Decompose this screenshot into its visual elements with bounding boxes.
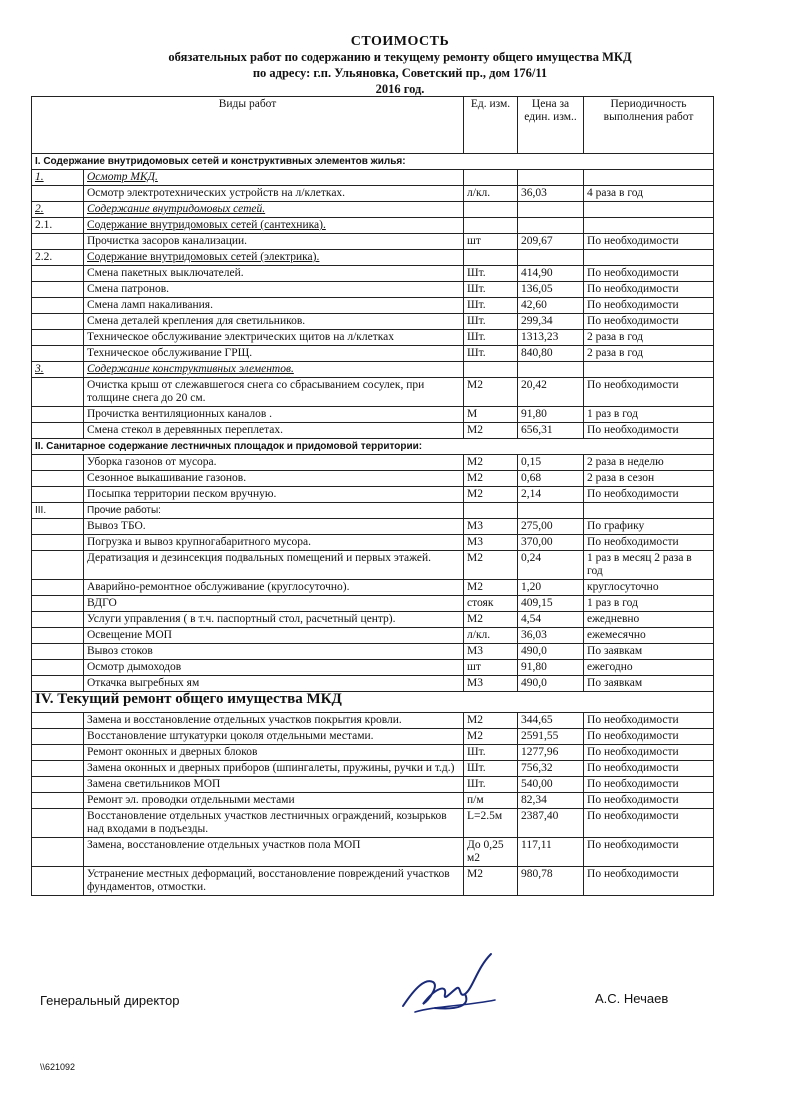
row-price: 980,78 [518,867,584,896]
row-period: 1 раз в год [584,596,714,612]
table-row [32,777,714,793]
row-price: 414,90 [518,266,584,282]
row-work: Освещение МОП [84,628,464,644]
row-work: ВДГО [84,596,464,612]
row-number: 1. [32,170,84,186]
row-period: По необходимости [584,378,714,407]
row-period: По заявкам [584,644,714,660]
table-row [32,628,714,644]
table-row [32,362,714,378]
row-period: По необходимости [584,761,714,777]
row-work: Техническое обслуживание электрических щитов на л/клетках [84,330,464,346]
row-unit: До 0,25 м2 [464,838,518,867]
row-number: 2. [32,202,84,218]
table-row [32,644,714,660]
row-period: По необходимости [584,423,714,439]
row-period: По необходимости [584,745,714,761]
row-work: Уборка газонов от мусора. [84,455,464,471]
table-row [32,346,714,362]
table-row [32,729,714,745]
row-unit: L=2.5м [464,809,518,838]
row-work: Аварийно-ремонтное обслуживание (круглосуточно). [84,580,464,596]
table-row [32,676,714,692]
row-unit: М2 [464,471,518,487]
subsection-heading: Содержание внутридомовых сетей (электрика). [84,250,464,266]
row-period: По заявкам [584,676,714,692]
table-row [32,423,714,439]
table-row [32,503,714,519]
row-price: 42,60 [518,298,584,314]
row-work: Сезонное выкашивание газонов. [84,471,464,487]
row-work: Замена оконных и дверных приборов (шпингалеты, пружины, ручки и т.д.) [84,761,464,777]
row-work: Погрузка и вывоз крупногабаритного мусора. [84,535,464,551]
row-period: 2 раза в неделю [584,455,714,471]
row-number [32,551,84,580]
row-number [32,407,84,423]
row-unit: М2 [464,378,518,407]
row-unit: Шт. [464,282,518,298]
table-row [32,713,714,729]
row-period: По графику [584,519,714,535]
row-period: По необходимости [584,713,714,729]
table-row [32,202,714,218]
row-price: 36,03 [518,628,584,644]
row-period: По необходимости [584,314,714,330]
works-table-body [32,154,714,896]
row-price: 540,00 [518,777,584,793]
row-period [584,218,714,234]
row-price: 136,05 [518,282,584,298]
row-price [518,503,584,519]
row-unit [464,362,518,378]
row-unit: М2 [464,423,518,439]
row-unit: л/кл. [464,186,518,202]
row-unit: М3 [464,535,518,551]
row-work: Восстановление штукатурки цоколя отдельными местами. [84,729,464,745]
row-number [32,729,84,745]
row-price: 0,68 [518,471,584,487]
row-unit: М2 [464,487,518,503]
row-price: 0,15 [518,455,584,471]
subsection-heading: Осмотр МКД. [84,170,464,186]
row-price: 1277,96 [518,745,584,761]
row-number [32,471,84,487]
row-number [32,761,84,777]
table-row [32,314,714,330]
row-number [32,580,84,596]
table-row [32,330,714,346]
row-unit [464,503,518,519]
row-price: 409,15 [518,596,584,612]
table-row [32,867,714,896]
row-period: ежедневно [584,612,714,628]
table-row [32,407,714,423]
row-number [32,777,84,793]
row-work: Смена патронов. [84,282,464,298]
row-number [32,596,84,612]
row-price: 2591,55 [518,729,584,745]
row-work: Замена, восстановление отдельных участков пола МОП [84,838,464,867]
row-unit: Шт. [464,314,518,330]
row-work: Осмотр дымоходов [84,660,464,676]
row-price: 2,14 [518,487,584,503]
row-period: 4 раза в год [584,186,714,202]
table-row [32,793,714,809]
subsection-heading: Содержание внутридомовых сетей (сантехника). [84,218,464,234]
table-row [32,551,714,580]
signatory-position: Генеральный директор [40,993,180,1008]
row-number [32,234,84,250]
row-unit: М3 [464,519,518,535]
col-header-unit: Ед. изм. [464,97,518,154]
table-row [32,692,714,713]
row-work: Дератизация и дезинсекция подвальных помещений и первых этажей. [84,551,464,580]
row-price: 36,03 [518,186,584,202]
section-heading: Прочие работы: [84,503,464,519]
row-number [32,867,84,896]
row-number [32,266,84,282]
row-number [32,346,84,362]
row-price [518,362,584,378]
row-period: По необходимости [584,777,714,793]
row-period: 2 раза в год [584,346,714,362]
row-number [32,644,84,660]
row-unit: л/кл. [464,628,518,644]
table-row [32,218,714,234]
row-unit: п/м [464,793,518,809]
row-work: Замена и восстановление отдельных участков покрытия кровли. [84,713,464,729]
row-number [32,676,84,692]
row-work: Очистка крыш от слежавшегося снега со сбрасыванием сосулек, при толщине снега до 20 см. [84,378,464,407]
row-price: 275,00 [518,519,584,535]
row-period: По необходимости [584,535,714,551]
row-unit: М2 [464,455,518,471]
row-number [32,628,84,644]
row-unit: М2 [464,551,518,580]
row-period: ежемесячно [584,628,714,644]
row-work: Откачка выгребных ям [84,676,464,692]
row-price: 299,34 [518,314,584,330]
row-price: 490,0 [518,676,584,692]
row-period: По необходимости [584,298,714,314]
row-unit: М2 [464,612,518,628]
row-price: 0,24 [518,551,584,580]
row-work: Вывоз ТБО. [84,519,464,535]
row-unit: Шт. [464,761,518,777]
row-number [32,487,84,503]
table-row [32,298,714,314]
table-header-row [32,97,714,154]
row-unit [464,202,518,218]
row-unit: Шт. [464,266,518,282]
row-work: Прочистка засоров канализации. [84,234,464,250]
row-period: 2 раза в год [584,330,714,346]
row-period: По необходимости [584,266,714,282]
row-unit: М2 [464,867,518,896]
row-period: 1 раз в месяц 2 раза в год [584,551,714,580]
row-unit: М2 [464,580,518,596]
row-unit: М2 [464,713,518,729]
row-unit: М3 [464,644,518,660]
row-period: По необходимости [584,809,714,838]
row-period [584,503,714,519]
subsection-heading: Содержание конструктивных элементов. [84,362,464,378]
table-row [32,660,714,676]
row-price: 1,20 [518,580,584,596]
row-price: 656,31 [518,423,584,439]
row-work: Ремонт оконных и дверных блоков [84,745,464,761]
row-period [584,362,714,378]
row-period: По необходимости [584,234,714,250]
row-number [32,330,84,346]
row-work: Смена деталей крепления для светильников. [84,314,464,330]
section-heading: IV. Текущий ремонт общего имущества МКД [32,692,714,713]
row-number [32,809,84,838]
row-price: 1313,23 [518,330,584,346]
row-unit: стояк [464,596,518,612]
row-period: 1 раз в год [584,407,714,423]
row-price: 82,34 [518,793,584,809]
row-number [32,793,84,809]
row-work: Восстановление отдельных участков лестничных ограждений, козырьков над входами в подъезды. [84,809,464,838]
table-row [32,471,714,487]
row-work: Смена ламп накаливания. [84,298,464,314]
table-row [32,745,714,761]
row-unit: шт [464,660,518,676]
document-title: СТОИМОСТЬ [350,34,450,49]
table-row [32,487,714,503]
col-header-price: Цена за един. изм.. [518,97,584,154]
row-price [518,202,584,218]
row-period: круглосуточно [584,580,714,596]
row-price [518,218,584,234]
row-price: 91,80 [518,660,584,676]
table-row [32,154,714,170]
row-unit: М3 [464,676,518,692]
row-unit: М [464,407,518,423]
row-work: Посыпка территории песком вручную. [84,487,464,503]
row-number [32,745,84,761]
row-number [32,186,84,202]
row-price: 344,65 [518,713,584,729]
row-price: 20,42 [518,378,584,407]
row-number [32,660,84,676]
row-number [32,455,84,471]
row-number [32,378,84,407]
row-unit: Шт. [464,330,518,346]
row-work: Осмотр электротехнических устройств на л/клетках. [84,186,464,202]
row-period: 2 раза в сезон [584,471,714,487]
col-header-period: Периодичность выполнения работ [584,97,714,154]
row-number: III. [32,503,84,519]
row-period: ежегодно [584,660,714,676]
row-number [32,713,84,729]
works-table [31,96,714,896]
row-number [32,423,84,439]
table-row [32,186,714,202]
row-work: Смена стекол в деревянных переплетах. [84,423,464,439]
document-address: по адресу: г.п. Ульяновка, Советский пр., дом 176/11 [252,66,548,80]
table-row [32,282,714,298]
row-unit: шт [464,234,518,250]
row-period [584,202,714,218]
row-price: 490,0 [518,644,584,660]
table-row [32,580,714,596]
row-number [32,838,84,867]
document-number: \\621092 [40,1062,76,1072]
subsection-heading: Содержание внутридомовых сетей. [84,202,464,218]
document-subtitle: обязательных работ по содержанию и текущему ремонту общего имущества МКД [168,50,632,64]
table-row [32,250,714,266]
row-number [32,314,84,330]
row-price: 4,54 [518,612,584,628]
row-price: 209,67 [518,234,584,250]
row-number [32,282,84,298]
row-period: По необходимости [584,838,714,867]
row-work: Устранение местных деформаций, восстановление повреждений участков фундаментов, отмостки. [84,867,464,896]
row-number [32,519,84,535]
table-row [32,455,714,471]
row-number: 2.1. [32,218,84,234]
row-period: По необходимости [584,487,714,503]
row-period: По необходимости [584,729,714,745]
row-period: По необходимости [584,793,714,809]
row-number [32,612,84,628]
row-period [584,250,714,266]
row-unit: Шт. [464,298,518,314]
table-row [32,234,714,250]
row-price: 2387,40 [518,809,584,838]
table-row [32,519,714,535]
row-unit: М2 [464,729,518,745]
table-row [32,535,714,551]
row-unit [464,218,518,234]
signature-image [395,948,515,1028]
table-row [32,378,714,407]
table-row [32,170,714,186]
row-work: Прочистка вентиляционных каналов . [84,407,464,423]
row-period: По необходимости [584,867,714,896]
row-unit: Шт. [464,745,518,761]
section-heading: I. Содержание внутридомовых сетей и конструктивных элементов жилья: [32,154,714,170]
row-number: 2.2. [32,250,84,266]
table-row [32,266,714,282]
table-row [32,761,714,777]
table-row [32,612,714,628]
row-price: 370,00 [518,535,584,551]
row-price: 117,11 [518,838,584,867]
row-work: Смена пакетных выключателей. [84,266,464,282]
row-unit: Шт. [464,777,518,793]
row-price: 756,32 [518,761,584,777]
signatory-name: А.С. Нечаев [595,991,669,1006]
row-work: Техническое обслуживание ГРЩ. [84,346,464,362]
row-price [518,250,584,266]
document-year: 2016 год. [375,82,425,96]
row-work: Услуги управления ( в т.ч. паспортный стол, расчетный центр). [84,612,464,628]
row-price: 840,80 [518,346,584,362]
section-heading: II. Санитарное содержание лестничных площадок и придомовой территории: [32,439,714,455]
row-price: 91,80 [518,407,584,423]
col-header-work: Виды работ [32,97,464,154]
row-unit: Шт. [464,346,518,362]
row-price [518,170,584,186]
row-period: По необходимости [584,282,714,298]
row-unit [464,170,518,186]
table-row [32,596,714,612]
row-period [584,170,714,186]
table-row [32,809,714,838]
row-unit [464,250,518,266]
row-number [32,535,84,551]
row-number: 3. [32,362,84,378]
table-row [32,439,714,455]
row-number [32,298,84,314]
row-work: Ремонт эл. проводки отдельными местами [84,793,464,809]
row-work: Вывоз стоков [84,644,464,660]
table-row [32,838,714,867]
row-work: Замена светильников МОП [84,777,464,793]
